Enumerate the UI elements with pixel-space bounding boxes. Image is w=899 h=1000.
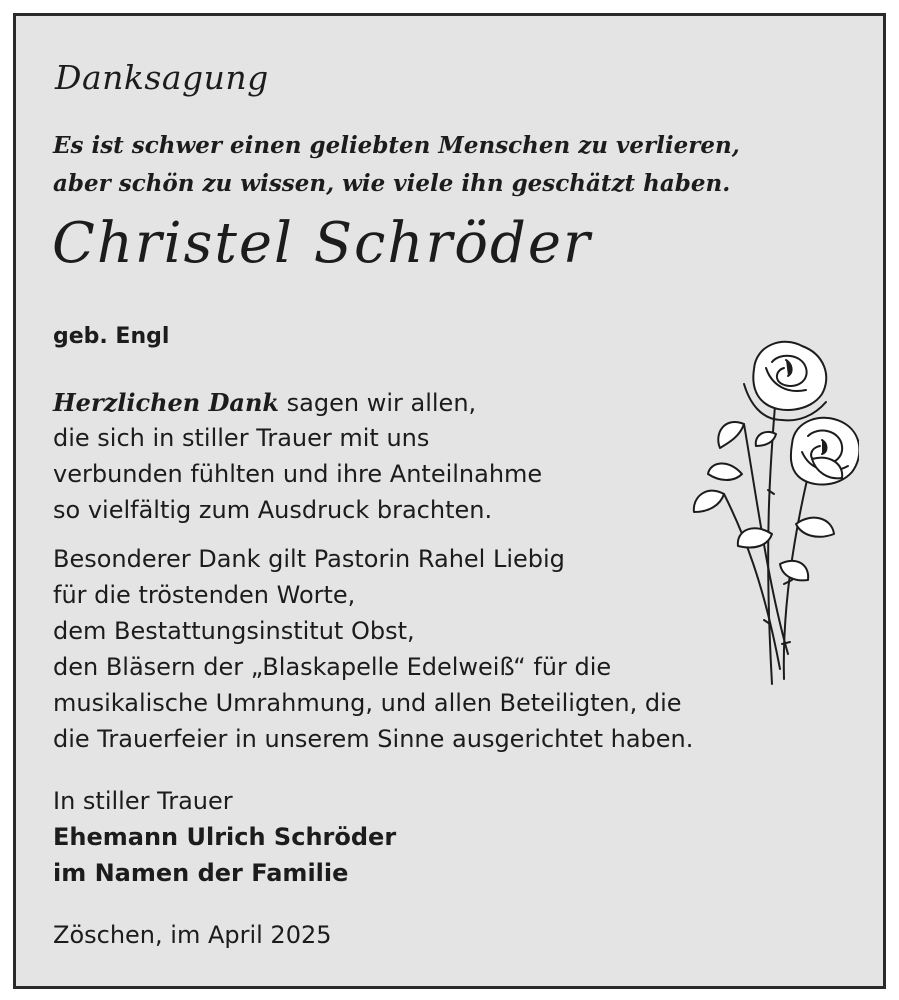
rose-bouquet-icon <box>684 324 859 699</box>
special-line-5: musikalische Umrahmung, und allen Beteiligten, die <box>53 689 682 717</box>
thanks-lead: Herzlichen Dank <box>53 388 280 417</box>
closing-line-1: In stiller Trauer <box>53 787 233 815</box>
birth-name: geb. Engl <box>53 324 170 349</box>
thanks-line-3: verbunden fühlten und ihre Anteilnahme <box>53 460 543 488</box>
quote-line-1: Es ist schwer einen geliebten Menschen zu verlieren, <box>53 132 740 159</box>
special-line-6: die Trauerfeier in unserem Sinne ausgerichtet haben. <box>53 725 694 753</box>
notice-frame <box>13 13 886 989</box>
thanks-line-1 <box>53 388 476 417</box>
special-line-3: dem Bestattungsinstitut Obst, <box>53 617 415 645</box>
thanks-line-1-rest: sagen wir allen, <box>279 389 477 417</box>
special-line-2: für die tröstenden Worte, <box>53 581 356 609</box>
thanks-line-4: so vielfältig zum Ausdruck brachten. <box>53 496 493 524</box>
thanks-line-2: die sich in stiller Trauer mit uns <box>53 424 430 452</box>
special-line-4: den Bläsern der „Blaskapelle Edelweiß“ für die <box>53 653 612 681</box>
deceased-name: Christel Schröder <box>52 211 592 276</box>
place-date: Zöschen, im April 2025 <box>53 921 332 949</box>
notice-title: Danksagung <box>55 58 269 97</box>
special-line-1: Besonderer Dank gilt Pastorin Rahel Liebig <box>53 545 565 573</box>
closing-line-2: Ehemann Ulrich Schröder <box>53 823 397 851</box>
closing-line-3: im Namen der Familie <box>53 859 349 887</box>
quote-line-2: aber schön zu wissen, wie viele ihn geschätzt haben. <box>53 170 731 197</box>
